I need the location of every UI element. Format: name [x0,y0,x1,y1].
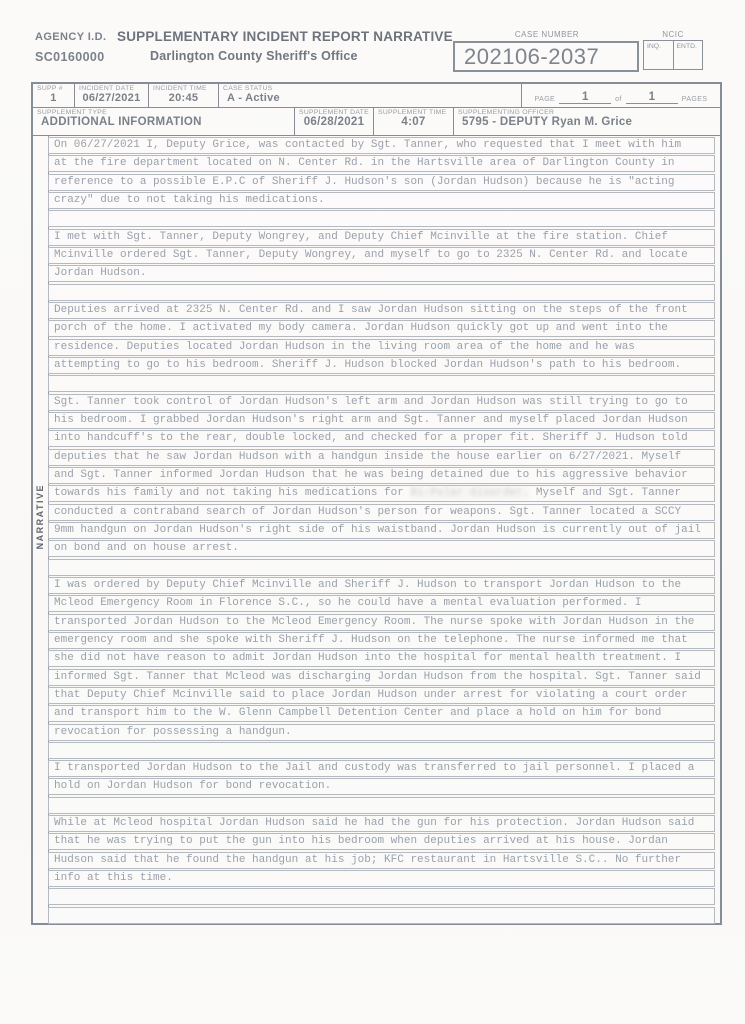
narrative-line: transported Jordan Hudson to the Mcleod Emergency Room. The nurse spoke with Jordan Hudson in the [48,614,715,631]
case-status-cell [219,84,522,107]
case-number-box [453,41,639,72]
supplement-date-value: 06/28/2021 [303,116,365,128]
narrative-line: Mcinville ordered Sgt. Tanner, Deputy Wongrey, and myself to go to 2325 N. Center Rd. and locate [48,247,715,264]
supplementing-officer-cell [454,108,720,135]
narrative-line [48,797,715,814]
info-row-1 [33,84,720,108]
case-number-value: 202106-2037 [464,44,600,69]
case-status-label: CASE STATUS [223,85,273,92]
narrative-line: that Deputy Chief Mcinville said to place Jordan Hudson under arrest for violating a court order [48,687,715,704]
total-pages-number: 1 [626,91,678,104]
narrative-line: his bedroom. I grabbed Jordan Hudson's right arm and Sgt. Tanner and myself placed Jordan Hudson [48,412,715,429]
supplement-time-value: 4:07 [401,116,426,128]
narrative-line: reference to a possible E.P.C of Sheriff J. Hudson's son (Jordan Hudson) because he is "acting [48,174,715,191]
narrative-line [48,907,715,924]
narrative-line [48,210,715,227]
incident-time-label: INCIDENT TIME [153,85,207,92]
narrative-line: I transported Jordan Hudson to the Jail and custody was transferred to jail personnel. I placed a [48,760,715,777]
supplement-type-label: SUPPLEMENT TYPE [37,109,107,116]
narrative-line [48,559,715,576]
narrative-label-column [33,136,49,923]
narrative-line: hold on Jordan Hudson for bond revocation. [48,778,715,795]
narrative-line: While at Mcleod hospital Jordan Hudson said he had the gun for his protection. Jordan Hudson said [48,815,715,832]
ncic-label: NCIC [662,30,684,39]
narrative-line: that he was trying to put the gun into his bedroom when deputies arrived at his house. Jordan [48,833,715,850]
narrative-line: and transport him to the W. Glenn Campbell Detention Center and place a hold on him for bond [48,705,715,722]
report-form-table [31,82,722,925]
case-number-label: CASE NUMBER [514,30,580,39]
narrative-line: revocation for possessing a handgun. [48,724,715,741]
narrative-line: 9mm handgun on Jordan Hudson's right side of his waistband. Jordan Hudson is currently out of jail [48,522,715,539]
redacted-text: Bi-Polar disorder. [410,487,530,500]
incident-date-label: INCIDENT DATE [79,85,135,92]
page-label: PAGE [534,96,556,103]
narrative-line [48,742,715,759]
supplementing-officer-value: 5795 - DEPUTY Ryan M. Grice [462,116,633,128]
ncic-inq-cell: INQ. [647,43,661,50]
narrative-section-label: NARRATIVE [35,484,45,550]
page-number: 1 [559,91,611,104]
narrative-line [48,888,715,905]
page-count-cell [522,84,720,107]
narrative-line: deputies that he saw Jordan Hudson with a handgun inside the house earlier on 6/27/2021. Myself [48,449,715,466]
supplement-time-cell [374,108,454,135]
narrative-line: informed Sgt. Tanner that Mcleod was discharging Jordan Hudson from the hospital. Sgt. Tanner said [48,669,715,686]
narrative-line: I met with Sgt. Tanner, Deputy Wongrey, and Deputy Chief Mcinville at the fire station. Chief [48,229,715,246]
narrative-line: Sgt. Tanner took control of Jordan Hudson's left arm and Jordan Hudson was still trying to go to [48,394,715,411]
narrative-line: porch of the home. I activated my body camera. Jordan Hudson quickly got up and went into the [48,320,715,337]
narrative-line: crazy" due to not taking his medications. [48,192,715,209]
incident-date-cell [75,84,149,107]
report-title: SUPPLEMENTARY INCIDENT REPORT NARRATIVE [117,29,453,44]
narrative-line: emergency room and she spoke with Sheriff J. Hudson on the telephone. The nurse informed me that [48,632,715,649]
supplementing-officer-label: SUPPLEMENTING OFFICER [458,109,555,116]
narrative-line: attempting to go to his bedroom. Sheriff J. Hudson blocked Jordan Hudson's path to his bedroom. [48,357,715,374]
narrative-lines [48,137,715,925]
supp-number-label: SUPP # [37,85,63,92]
supplement-type-cell [33,108,295,135]
narrative-line: Jordan Hudson. [48,265,715,282]
supplement-date-cell [295,108,374,135]
agency-id-label: AGENCY I.D. [35,31,107,43]
supp-number-value: 1 [50,92,57,104]
narrative-line: on bond and on house arrest. [48,540,715,557]
agency-id-value: SC0160000 [35,50,105,64]
pages-label: PAGES [681,96,708,103]
ncic-entd-cell: ENTD. [673,41,703,69]
supplement-date-label: SUPPLEMENT DATE [299,109,369,116]
narrative-line: I was ordered by Deputy Chief Mcinville and Sheriff J. Hudson to transport Jordan Hudson to the [48,577,715,594]
narrative-line: info at this time. [48,870,715,887]
narrative-line: she did not have reason to admit Jordan Hudson into the hospital for mental health treatment. I [48,650,715,667]
narrative-line: and Sgt. Tanner informed Jordan Hudson that he was being detained due to his aggressive behavior [48,467,715,484]
narrative-line: Mcleod Emergency Room in Florence S.C., so he could have a mental evaluation performed. I [48,595,715,612]
narrative-line: On 06/27/2021 I, Deputy Grice, was contacted by Sgt. Tanner, who requested that I meet with him [48,137,715,154]
narrative-line: into handcuff's to the rear, double locked, and checked for a proper fit. Sheriff J. Hudson told [48,430,715,447]
supplement-time-label: SUPPLEMENT TIME [378,109,447,116]
agency-name: Darlington County Sheriff's Office [150,49,358,63]
supplement-type-value: ADDITIONAL INFORMATION [41,116,202,128]
incident-date-value: 06/27/2021 [82,92,141,104]
narrative-line: towards his family and not taking his medications for Bi-Polar disorder. Myself and Sgt. Tanner [48,485,715,502]
info-row-2 [33,108,720,136]
narrative-line [48,375,715,392]
ncic-box [643,40,703,70]
supp-number-cell [33,84,75,107]
narrative-line: Deputies arrived at 2325 N. Center Rd. and I saw Jordan Hudson sitting on the steps of the front [48,302,715,319]
narrative-line [48,284,715,301]
case-status-value: A - Active [227,92,280,104]
narrative-line: residence. Deputies located Jordan Hudson in the living room area of the home and he was [48,339,715,356]
narrative-line: at the fire department located on N. Center Rd. in the Hartsville area of Darlington County in [48,155,715,172]
narrative-line: conducted a contraband search of Jordan Hudson's person for weapons. Sgt. Tanner located a SCCY [48,504,715,521]
narrative-line: Hudson said that he found the handgun at his job; KFC restaurant in Hartsville S.C.. No further [48,852,715,869]
of-label: of [615,96,622,103]
incident-time-value: 20:45 [168,92,199,104]
incident-time-cell [149,84,219,107]
